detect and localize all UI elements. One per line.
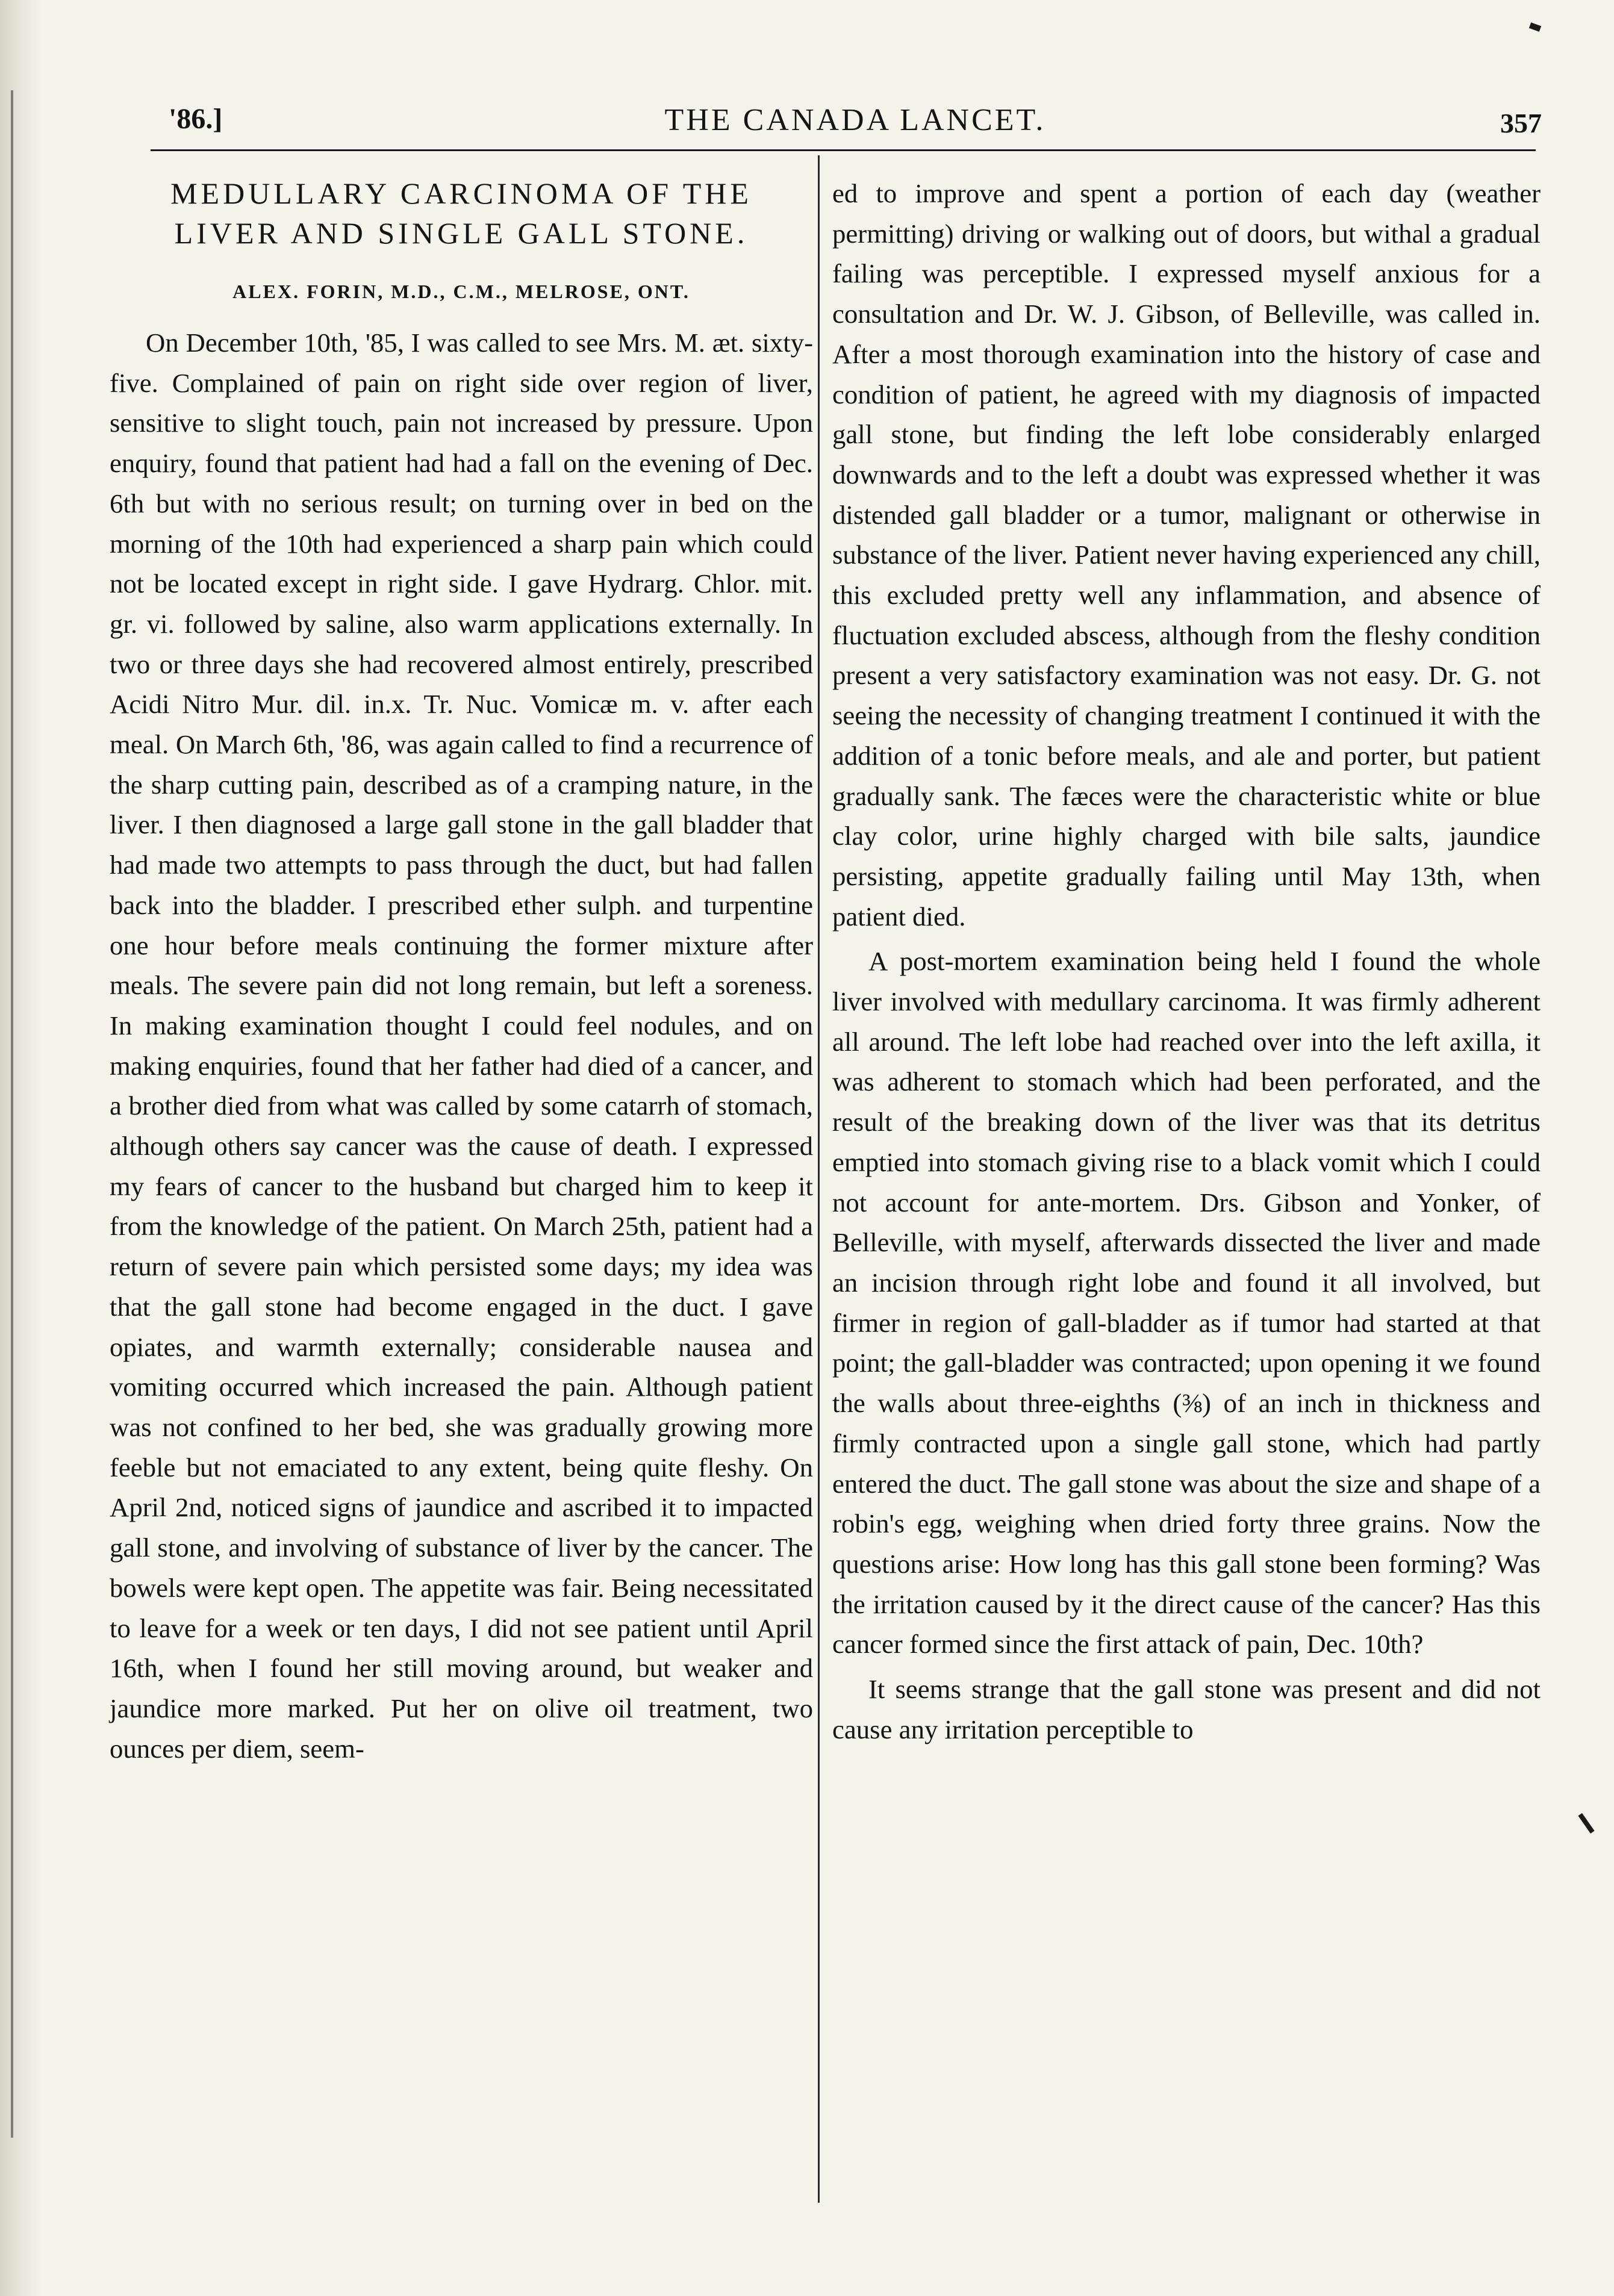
journal-title: THE CANADA LANCET. — [664, 103, 1046, 137]
article-author: ALEX. FORIN, M.D., C.M., MELROSE, ONT. — [232, 281, 690, 302]
body-paragraph: It seems strange that the gall stone was present and did not cause any irritation perceptible to — [832, 1674, 1541, 1744]
article-title-line-1: MEDULLARY CARCINOMA OF THE — [170, 176, 752, 210]
ink-speck — [1529, 22, 1541, 32]
page-gutter-shadow — [0, 0, 42, 2296]
ink-speck — [1578, 1813, 1594, 1834]
right-column — [832, 173, 1541, 1749]
header-rule — [151, 149, 1536, 151]
article-title — [110, 173, 813, 253]
article-title-line-2: LIVER AND SINGLE GALL STONE. — [174, 216, 749, 250]
binding-edge — [11, 90, 13, 2138]
body-paragraph: On December 10th, '85, I was called to see Mrs. M. æt. sixty-five. Complained of pain on right side over region of liver, sensitive to slight touch, pain not increased by pressure. Upon enquiry, found that patient had had a fall on the evening of Dec. 6th but with no serious result; on turning over in bed on the morning of the 10th had experienced a sharp pain which could not be located except in right side. I gave Hydrarg. Chlor. mit. gr. vi. followed by saline, also warm applications externally. In two or three days she had recovered almost entirely, prescribed Acidi Nitro Mur. dil. in.x. Tr. Nuc. Vomicæ m. v. after each meal. On March 6th, '86, was again called to find a recurrence of the sharp cutting pain, described as of a cramping nature, in the liver. I then diagnosed a large gall stone in the gall bladder that had made two attempts to pass through the duct, but had fallen back into the bladder. I prescribed ether sulph. and turpentine one hour before meals continuing the former mixture after meals. The severe pain did not long remain, but left a soreness. In making examination thought I could feel nodules, and on making enquiries, found that her father had died of a cancer, and a brother died from what was called by some catarrh of stomach, although others say cancer was the cause of death. I expressed my fears of cancer to the husband but charged him to keep it from the knowledge of the patient. On March 25th, patient had a return of severe pain which persisted some days; my idea was that the gall stone had become engaged in the duct. I gave opiates, and warmth externally; considerable nausea and vomiting occurred which increased the pain. Although patient was not confined to her bed, she was gradually growing more feeble but not emaciated to any extent, being quite fleshy. On April 2nd, noticed signs of jaundice and ascribed it to impacted gall stone, and involving of substance of liver by the cancer. The bowels were kept open. The appetite was fair. Being necessitated to leave for a week or ten days, I did not see patient until April 16th, when I found her still moving around, but weaker and jaundice more marked. Put her on olive oil treatment, two ounces per diem, seem- — [110, 328, 813, 1764]
page-number: 357 — [1500, 108, 1542, 138]
left-column — [110, 173, 813, 1769]
body-paragraph-continued: ed to improve and spent a portion of each day (weather permitting) driving or walking out of doors, but withal a gradual failing was perceptible. I expressed myself anxious for a consultation and Dr. W. J. Gibson, of Belleville, was called in. After a most thorough examination into the history of case and condition of patient, he agreed with my diagnosis of impacted gall stone, but finding the left lobe considerably enlarged downwards and to the left a doubt was expressed whether it was distended gall bladder or a tumor, malignant or otherwise in substance of the liver. Patient never having experienced any chill, this excluded pretty well any inflammation, and absence of fluctuation excluded abscess, although from the fleshy condition present a very satisfactory examination was not easy. Dr. G. not seeing the necessity of changing treatment I continued it with the addition of a tonic before meals, and ale and porter, but patient gradually sank. The fæces were the characteristic white or blue clay color, urine highly charged with bile salts, jaundice persisting, appetite gradually failing until May 13th, when patient died. — [832, 178, 1541, 932]
running-header — [169, 102, 1542, 157]
body-paragraph: A post-mortem examination being held I found the whole liver involved with medullary carcinoma. It was firmly adherent all around. The left lobe had reached over into the left axilla, it was adherent to stomach which had been perforated, and the result of the breaking down of the liver was that its detritus emptied into stomach giving rise to a black vomit which I could not account for ante-mortem. Drs. Gibson and Yonker, of Belleville, with myself, afterwards dissected the liver and made an incision through right lobe and found it all involved, but firmer in region of gall-bladder as if tumor had started at that point; the gall-bladder was contracted; upon opening it we found the walls about three-eighths (⅜) of an inch in thickness and firmly contracted upon a single gall stone, which had partly entered the duct. The gall stone was about the size and shape of a robin's egg, weighing when dried forty three grains. Now the questions arise: How long has this gall stone been forming? Was the irritation caused by it the direct cause of the cancer? Has this cancer formed since the first attack of pain, Dec. 10th? — [832, 946, 1541, 1660]
column-divider — [818, 155, 820, 2203]
volume-marker: '86.] — [169, 103, 223, 135]
